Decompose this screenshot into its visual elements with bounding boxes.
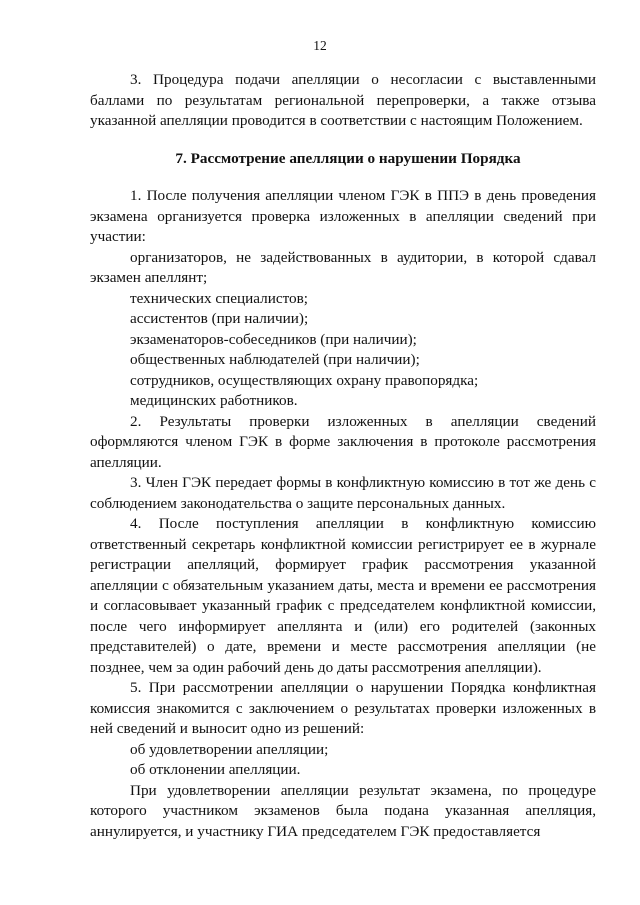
paragraph-item: сотрудников, осуществляющих охрану правопорядка; [130,371,479,389]
section-heading: 7. Рассмотрение апелляции о нарушении Порядка [175,149,521,167]
page-content [90,70,596,842]
paragraph-item: технических специалистов; [130,289,309,307]
paragraph-item: 3. Член ГЭК передает формы в конфликтную комиссию в тот же день с соблюдением законодательства о защите персональных данных. [90,474,596,512]
paragraph-item: ассистентов (при наличии); [130,310,309,327]
paragraph-appeal-procedure: 3. Процедура подачи апелляции о несогласии с выставленными баллами по результатам региональной перепроверки, а также отзыва указанной апелляции проводится в соответствии с настоящим Положением. [90,71,596,129]
page-number: 12 [313,38,327,53]
paragraph-item: об отклонении апелляции. [130,761,301,778]
paragraph-item: При удовлетворении апелляции результат экзамена, по процедуре которого участником экзаменов была подана указанная апелляция, аннулируется, и участнику ГИА председателем ГЭК предоставляется [90,781,596,840]
paragraph-item: об удовлетворении апелляции; [130,740,329,758]
paragraph-item: 2. Результаты проверки изложенных в апелляции сведений оформляются членом ГЭК в форме заключения в протоколе рассмотрения апелляции. [90,412,596,471]
paragraph-item: общественных наблюдателей (при наличии); [130,351,420,368]
paragraph-item: 1. После получения апелляции членом ГЭК в ППЭ в день проведения экзамена организуется проверка изложенных в апелляции сведений при участии: [90,187,596,245]
paragraph-item: экзаменаторов-собеседников (при наличии); [130,330,417,348]
paragraph-item: медицинских работников. [130,392,298,409]
paragraph-item: организаторов, не задействованных в аудитории, в которой сдавал экзамен апеллянт; [90,248,596,286]
paragraph-item: 5. При рассмотрении апелляции о нарушении Порядка конфликтная комиссия знакомится с заключением о результатах проверки изложенных в ней сведений и выносит одно из решений: [90,679,596,737]
paragraph-item: 4. После поступления апелляции в конфликтную комиссию ответственный секретарь конфликтной комиссии регистрирует ее в журнале регистрации апелляций, формирует график рассмотрения указанной апелляции с обязательным указанием даты, места и времени ее рассмотрения и согласовывает указанный график с председателем конфликтной комиссии, после чего информирует апеллянта и (или) его родителей (законных представителей) о дате, времени и месте рассмотрения апелляции (не позднее, чем за один рабочий день до даты рассмотрения апелляции). [90,515,596,676]
